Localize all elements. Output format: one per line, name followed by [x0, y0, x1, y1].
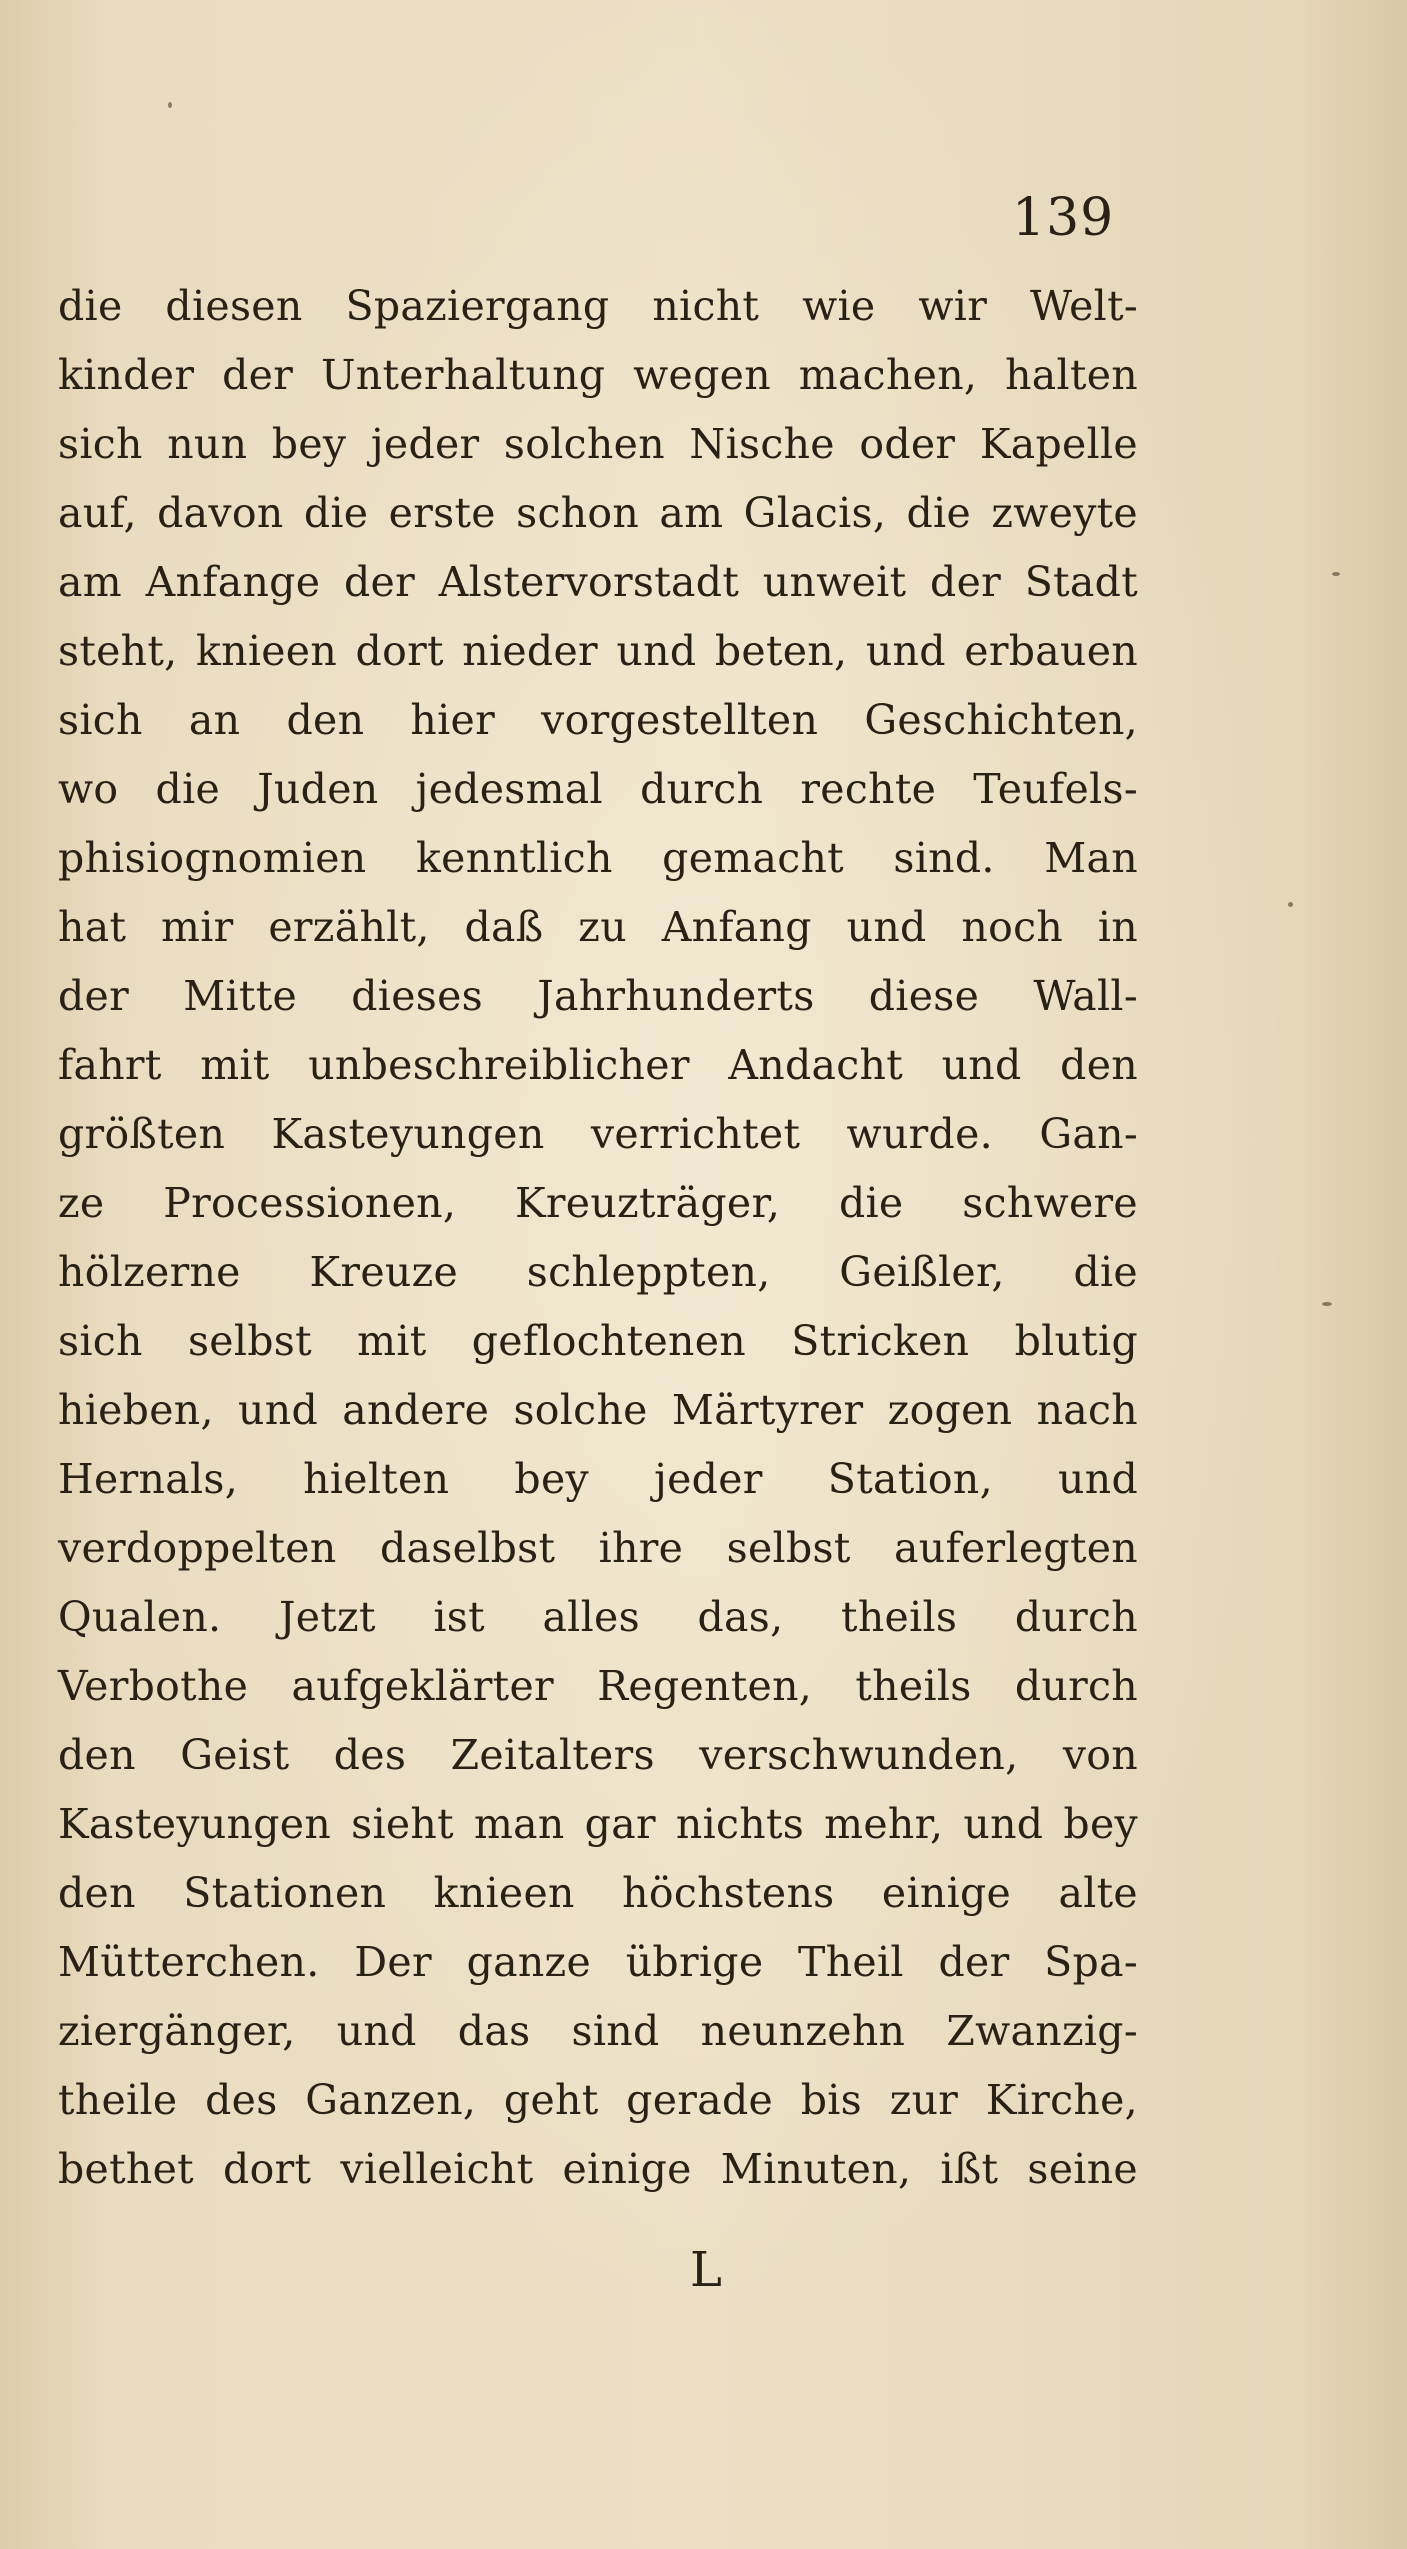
body-text: [58, 272, 1138, 2204]
text-line: kinder der Unterhaltung wegen machen, halten: [58, 351, 1138, 399]
text-line: ziergänger, und das sind neunzehn Zwanzig-: [58, 2007, 1138, 2055]
text-line: phisiognomien kenntlich gemacht sind. Man: [58, 834, 1138, 882]
text-line: ze Processionen, Kreuzträger, die schwere: [58, 1179, 1138, 1227]
text-line: den Stationen knieen höchstens einige alte: [58, 1869, 1138, 1917]
text-line: theile des Ganzen, geht gerade bis zur Kirche,: [58, 2076, 1138, 2124]
paper-speck: [1332, 572, 1340, 576]
text-line: sich selbst mit geflochtenen Stricken blutig: [58, 1317, 1138, 1365]
text-line: hat mir erzählt, daß zu Anfang und noch in: [58, 903, 1138, 951]
text-line: der Mitte dieses Jahrhunderts diese Wall-: [58, 972, 1138, 1020]
signature-mark: L: [690, 2242, 722, 2298]
paper-speck: [168, 102, 172, 108]
text-line: auf, davon die erste schon am Glacis, die zweyte: [58, 489, 1138, 537]
paper-speck: [1322, 1302, 1332, 1306]
text-line: Hernals, hielten bey jeder Station, und: [58, 1455, 1138, 1503]
text-line: sich nun bey jeder solchen Nische oder Kapelle: [58, 420, 1138, 468]
text-line: bethet dort vielleicht einige Minuten, ißt seine: [58, 2145, 1138, 2193]
text-line: hölzerne Kreuze schleppten, Geißler, die: [58, 1248, 1138, 1296]
text-line: größten Kasteyungen verrichtet wurde. Gan-: [58, 1110, 1138, 1158]
text-line: Mütterchen. Der ganze übrige Theil der Spa-: [58, 1938, 1138, 1986]
text-line: wo die Juden jedesmal durch rechte Teufels-: [58, 765, 1138, 813]
text-line: verdoppelten daselbst ihre selbst auferlegten: [58, 1524, 1138, 1572]
text-line: sich an den hier vorgestellten Geschichten,: [58, 696, 1138, 744]
text-line: Kasteyungen sieht man gar nichts mehr, und bey: [58, 1800, 1138, 1848]
text-line: fahrt mit unbeschreiblicher Andacht und den: [58, 1041, 1138, 1089]
text-line: Qualen. Jetzt ist alles das, theils durch: [58, 1593, 1138, 1641]
text-line: hieben, und andere solche Märtyrer zogen nach: [58, 1386, 1138, 1434]
text-line: den Geist des Zeitalters verschwunden, von: [58, 1731, 1138, 1779]
page-number: 139: [1012, 188, 1115, 248]
text-line: am Anfange der Alstervorstadt unweit der Stadt: [58, 558, 1138, 606]
text-line: die diesen Spaziergang nicht wie wir Welt-: [58, 282, 1138, 330]
text-line: steht, knieen dort nieder und beten, und erbauen: [58, 627, 1138, 675]
paper-speck: [1288, 902, 1293, 907]
text-line: Verbothe aufgeklärter Regenten, theils durch: [58, 1662, 1138, 1710]
